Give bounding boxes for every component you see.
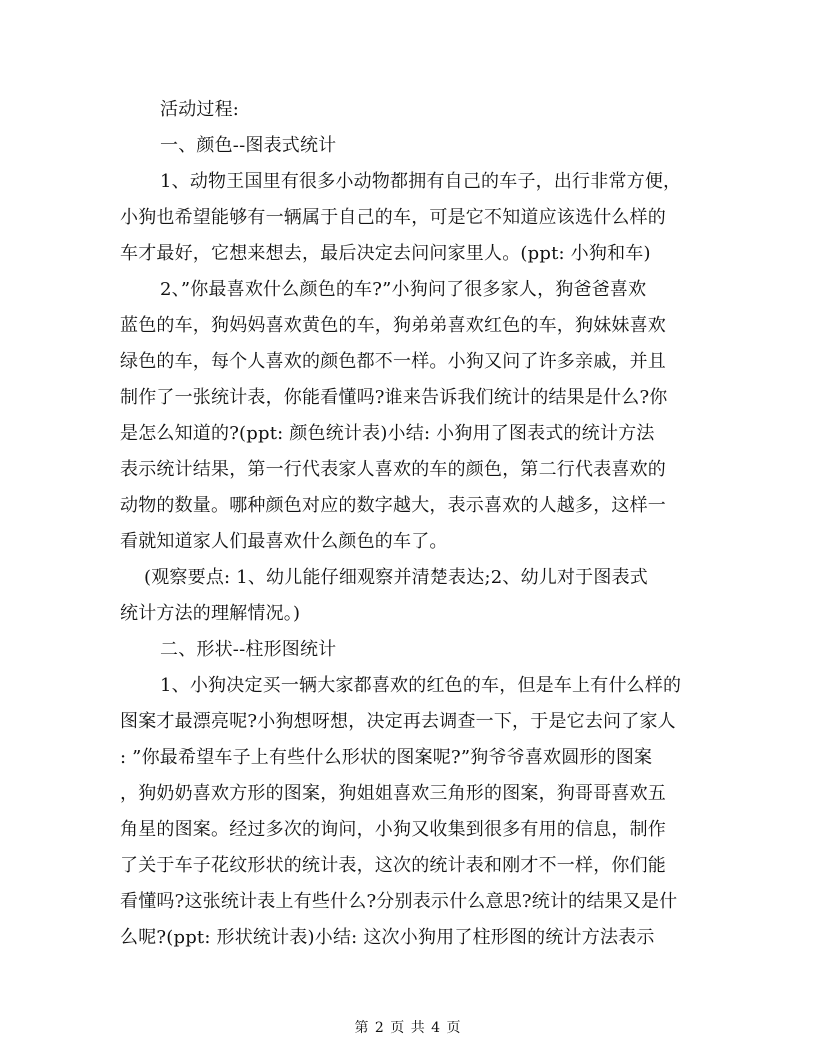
text-line: 一、颜色--图表式统计 (160, 135, 337, 156)
text-line: 动物的数量。哪种颜色对应的数字越大，表示喜欢的人越多，这样一 (120, 495, 666, 516)
text-line: 角星的图案。经过多次的询问，小狗又收集到很多有用的信息，制作 (120, 819, 666, 840)
text-line: (观察要点: 1、幼儿能仔细观察并清楚表达;2、幼儿对于图表式 (144, 567, 648, 588)
text-line: 看就知道家人们最喜欢什么颜色的车了。 (120, 531, 448, 552)
text-line: : ”你最希望车子上有些什么形状的图案呢?”狗爷爷喜欢圆形的图案 (120, 747, 653, 768)
text-line: ，狗奶奶喜欢方形的图案，狗姐姐喜欢三角形的图案，狗哥哥喜欢五 (120, 783, 666, 804)
text-line: 是怎么知道的?(ppt: 颜色统计表)小结: 小狗用了图表式的统计方法 (120, 423, 655, 444)
text-line: 1、动物王国里有很多小动物都拥有自己的车子，出行非常方便， (160, 171, 682, 192)
text-line: 绿色的车，每个人喜欢的颜色都不一样。小狗又问了许多亲戚，并且 (120, 351, 666, 372)
text-line: 活动过程: (160, 99, 240, 120)
text-line: 小狗也希望能够有一辆属于自己的车，可是它不知道应该选什么样的 (120, 207, 666, 228)
text-line: 车才最好，它想来想去，最后决定去问问家里人。(ppt: 小狗和车) (120, 243, 651, 264)
page-footer: 第 2 页 共 4 页 (354, 1020, 462, 1036)
text-line: 图案才最漂亮呢?小狗想呀想，决定再去调查一下，于是它去问了家人 (120, 711, 676, 732)
text-line: 么呢?(ppt: 形状统计表)小结: 这次小狗用了柱形图的统计方法表示 (120, 927, 655, 948)
text-line: 统计方法的理解情况。) (120, 603, 301, 624)
text-line: 2、”你最喜欢什么颜色的车?”小狗问了很多家人，狗爸爸喜欢 (160, 279, 647, 300)
text-line: 制作了一张统计表，你能看懂吗?谁来告诉我们统计的结果是什么?你 (120, 387, 668, 408)
text-line: 1、小狗决定买一辆大家都喜欢的红色的车，但是车上有什么样的 (160, 675, 682, 696)
text-line: 二、形状--柱形图统计 (160, 639, 337, 660)
text-line: 表示统计结果，第一行代表家人喜欢的车的颜色，第二行代表喜欢的 (120, 459, 666, 480)
text-line: 看懂吗?这张统计表上有些什么?分别表示什么意思?统计的结果又是什 (120, 891, 678, 912)
document-body (120, 92, 695, 956)
text-line: 蓝色的车，狗妈妈喜欢黄色的车，狗弟弟喜欢红色的车，狗妹妹喜欢 (120, 315, 666, 336)
text-line: 了关于车子花纹形状的统计表，这次的统计表和刚才不一样，你们能 (120, 855, 666, 876)
